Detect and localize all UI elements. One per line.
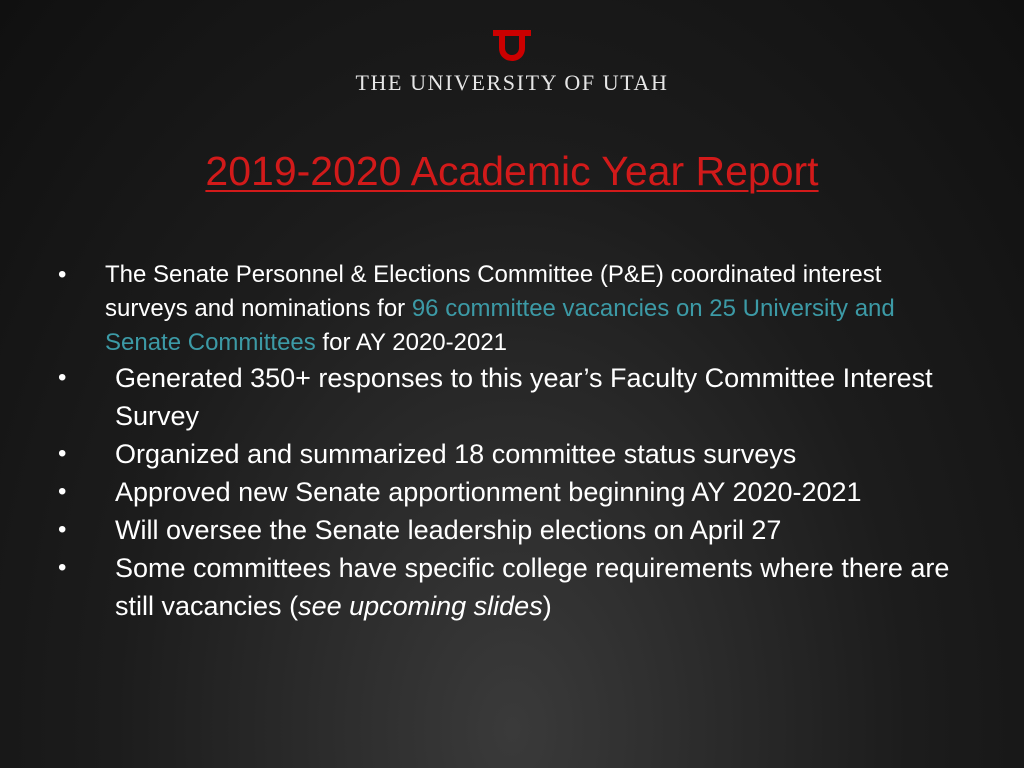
intro-text-before: The Senate Personnel & Elections Committee (P&E) coordinated interest surveys and nominations for <box>105 261 882 322</box>
list-item-text: Will oversee the Senate leadership elections on April 27 <box>115 515 782 545</box>
bullet-marker: • <box>58 554 67 581</box>
list-item-text-after: ) <box>542 591 552 621</box>
university-logo <box>0 28 1024 96</box>
list-item-text-before: Some committees have specific college requirements where there are still vacancies ( <box>115 553 950 621</box>
university-wordmark: THE UNIVERSITY OF UTAH <box>355 70 669 95</box>
list-item-text <box>115 553 949 621</box>
list-item <box>58 435 978 473</box>
bullet-marker: • <box>58 364 67 391</box>
list-item <box>58 473 978 511</box>
intro-text <box>105 258 958 360</box>
list-item-text-italic: see upcoming slides <box>298 591 543 621</box>
slide-title: 2019-2020 Academic Year Report <box>205 148 819 194</box>
intro-text-after: for AY 2020-2021 <box>315 329 508 356</box>
list-item-text: Organized and summarized 18 committee status surveys <box>115 439 797 469</box>
list-item <box>58 359 978 435</box>
intro-paragraph <box>58 258 958 360</box>
bullet-marker: • <box>58 261 67 288</box>
bullet-marker: • <box>58 440 67 467</box>
bullet-marker: • <box>58 516 67 543</box>
bullet-marker: • <box>58 478 67 505</box>
list-item-text: Generated 350+ responses to this year’s Faculty Committee Interest Survey <box>115 363 933 431</box>
bullet-list <box>58 359 978 625</box>
intro-highlight: 96 committee vacancies on 25 University and Senate Committees <box>105 295 895 356</box>
university-of-utah-u-logo-icon <box>491 28 533 62</box>
list-item <box>58 511 978 549</box>
list-item <box>58 549 978 625</box>
list-item-text: Approved new Senate apportionment beginning AY 2020-2021 <box>115 477 862 507</box>
